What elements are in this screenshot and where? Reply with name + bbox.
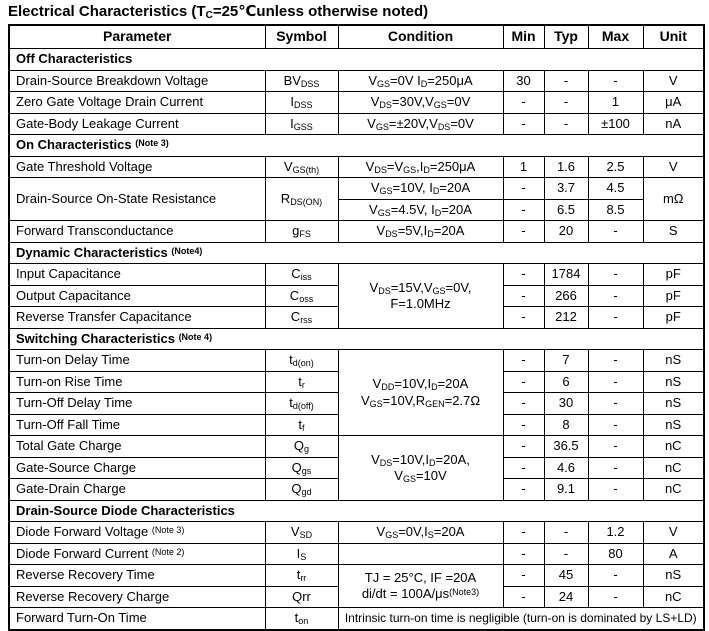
unit-cell: pF [643, 307, 704, 329]
unit-cell: nS [643, 565, 704, 587]
min-cell: - [503, 113, 544, 135]
symbol-cell: $C_{oss}$ [265, 285, 338, 307]
typ-cell: 212 [544, 307, 588, 329]
max-cell: 1 [588, 92, 643, 114]
param-cell: Turn-Off Delay Time [9, 393, 265, 415]
section-cell: Drain-Source Diode Characteristics [9, 500, 704, 522]
row-input-capacitance [9, 264, 704, 286]
section-cell: Dynamic Characteristics $^{(Note4)}$ [9, 242, 704, 264]
unit-cell: A [643, 543, 704, 565]
max-cell: ±100 [588, 113, 643, 135]
typ-cell: 8 [544, 414, 588, 436]
condition-cell [338, 543, 503, 565]
param-cell: Gate-Source Charge [9, 457, 265, 479]
typ-cell: 45 [544, 565, 588, 587]
min-cell: - [503, 350, 544, 372]
row-diode-forward-current [9, 543, 704, 565]
row-turn-on-delay-time [9, 350, 704, 372]
param-cell: Reverse Recovery Time [9, 565, 265, 587]
column-header-condition: Condition [338, 25, 503, 49]
symbol-cell: $V_{SD}$ [265, 522, 338, 544]
max-cell: - [588, 414, 643, 436]
condition-cell: $V_{GS}=4.5V$, $I_D=20A$ [338, 199, 503, 221]
param-cell: Reverse Transfer Capacitance [9, 307, 265, 329]
min-cell: - [503, 436, 544, 458]
condition-cell: $V_{DD}=10V,I_D=20A$ $V_{GS}=10V,R_{GEN}=2.7\Omega$ [338, 350, 503, 436]
row-drain-source-breakdown-voltage [9, 70, 704, 92]
min-cell: - [503, 457, 544, 479]
section-cell: On Characteristics $^{(Note 3)}$ [9, 135, 704, 157]
typ-cell: 7 [544, 350, 588, 372]
unit-cell: nC [643, 436, 704, 458]
typ-cell: 24 [544, 586, 588, 608]
typ-cell: 6.5 [544, 199, 588, 221]
section-switching-characteristics [9, 328, 704, 350]
electrical-characteristics-table [8, 24, 705, 631]
condition-cell: $V_{DS}=15V,V_{GS}=0V$, F=1.0MHz [338, 264, 503, 329]
max-cell: - [588, 436, 643, 458]
condition-cell: $V_{DS}=10V,I_D=20A$, $V_{GS}=10V$ [338, 436, 503, 501]
min-cell: - [503, 522, 544, 544]
symbol-cell: $t_{d(on)}$ [265, 350, 338, 372]
title-text-pre: Electrical Characteristics (T [8, 3, 206, 20]
min-cell: - [503, 565, 544, 587]
symbol-cell: $Q_{gs}$ [265, 457, 338, 479]
max-cell: 80 [588, 543, 643, 565]
max-cell: - [588, 457, 643, 479]
section-off-characteristics [9, 49, 704, 71]
symbol-cell: Qrr [265, 586, 338, 608]
max-cell: - [588, 586, 643, 608]
min-cell: - [503, 479, 544, 501]
typ-cell: 1784 [544, 264, 588, 286]
typ-cell: - [544, 543, 588, 565]
typ-cell: - [544, 522, 588, 544]
unit-cell: V [643, 70, 704, 92]
max-cell: - [588, 264, 643, 286]
param-cell: Diode Forward Current $^{(Note 2)}$ [9, 543, 265, 565]
min-cell: - [503, 199, 544, 221]
param-cell: Forward Turn-On Time [9, 608, 265, 630]
symbol-cell: $I_{DSS}$ [265, 92, 338, 114]
symbol-cell: $g_{FS}$ [265, 221, 338, 243]
table-header [9, 25, 704, 49]
symbol-cell: $t_r$ [265, 371, 338, 393]
symbol-cell: $V_{GS(th)}$ [265, 156, 338, 178]
param-cell: Input Capacitance [9, 264, 265, 286]
typ-cell: - [544, 70, 588, 92]
unit-cell: nS [643, 414, 704, 436]
condition-cell: Intrinsic turn-on time is negligible (turn-on is dominated by LS+LD) [338, 608, 704, 630]
symbol-cell: $t_{rr}$ [265, 565, 338, 587]
min-cell: - [503, 586, 544, 608]
min-cell: - [503, 285, 544, 307]
max-cell: 8.5 [588, 199, 643, 221]
section-drain-source-diode-characteristics [9, 500, 704, 522]
condition-cell: $V_{DS}=30V,V_{GS}=0V$ [338, 92, 503, 114]
row-forward-turn-on-time [9, 608, 704, 630]
min-cell: - [503, 371, 544, 393]
typ-cell: 30 [544, 393, 588, 415]
max-cell: - [588, 70, 643, 92]
condition-cell: $V_{GS}=0V$ $I_D=250\mu A$ [338, 70, 503, 92]
symbol-cell: $I_{GSS}$ [265, 113, 338, 135]
unit-cell: nA [643, 113, 704, 135]
min-cell: - [503, 221, 544, 243]
param-cell: Total Gate Charge [9, 436, 265, 458]
typ-cell: 6 [544, 371, 588, 393]
unit-cell: nS [643, 350, 704, 372]
unit-cell: pF [643, 285, 704, 307]
section-on-characteristics [9, 135, 704, 157]
param-cell: Gate-Body Leakage Current [9, 113, 265, 135]
page-title [8, 2, 709, 21]
condition-cell: $V_{GS}=10V$, $I_D=20A$ [338, 178, 503, 200]
typ-cell: 4.6 [544, 457, 588, 479]
max-cell: - [588, 393, 643, 415]
symbol-cell: $C_{iss}$ [265, 264, 338, 286]
symbol-cell: $Q_{gd}$ [265, 479, 338, 501]
min-cell: - [503, 92, 544, 114]
unit-cell: nS [643, 393, 704, 415]
symbol-cell: $Q_g$ [265, 436, 338, 458]
typ-cell: 1.6 [544, 156, 588, 178]
symbol-cell: $I_S$ [265, 543, 338, 565]
column-header-typ: Typ [544, 25, 588, 49]
param-cell: Gate-Drain Charge [9, 479, 265, 501]
unit-cell: S [643, 221, 704, 243]
row-rds-on-vgs-10v [9, 178, 704, 200]
max-cell: - [588, 350, 643, 372]
param-cell: Turn-Off Fall Time [9, 414, 265, 436]
header-row [9, 25, 704, 49]
param-cell: Reverse Recovery Charge [9, 586, 265, 608]
param-cell: Forward Transconductance [9, 221, 265, 243]
typ-cell: - [544, 113, 588, 135]
unit-cell: pF [643, 264, 704, 286]
typ-cell: - [544, 92, 588, 114]
min-cell: - [503, 264, 544, 286]
row-gate-threshold-voltage [9, 156, 704, 178]
row-reverse-recovery-time [9, 565, 704, 587]
min-cell: 30 [503, 70, 544, 92]
typ-cell: 9.1 [544, 479, 588, 501]
min-cell: 1 [503, 156, 544, 178]
max-cell: 4.5 [588, 178, 643, 200]
max-cell: - [588, 479, 643, 501]
max-cell: 2.5 [588, 156, 643, 178]
row-forward-transconductance [9, 221, 704, 243]
table-body [9, 49, 704, 630]
symbol-cell: $BV_{DSS}$ [265, 70, 338, 92]
section-cell: Off Characteristics [9, 49, 704, 71]
param-cell: Diode Forward Voltage $^{(Note 3)}$ [9, 522, 265, 544]
datasheet-page [0, 2, 709, 631]
symbol-cell: $R_{DS(ON)}$ [265, 178, 338, 221]
min-cell: - [503, 307, 544, 329]
symbol-cell: $t_f$ [265, 414, 338, 436]
unit-cell: nS [643, 371, 704, 393]
row-diode-forward-voltage [9, 522, 704, 544]
row-gate-body-leakage-current [9, 113, 704, 135]
param-cell: Drain-Source On-State Resistance [9, 178, 265, 221]
condition-cell: $V_{GS}=\pm 20V,V_{DS}=0V$ [338, 113, 503, 135]
unit-cell: nC [643, 586, 704, 608]
typ-cell: 266 [544, 285, 588, 307]
symbol-cell: $C_{rss}$ [265, 307, 338, 329]
row-total-gate-charge [9, 436, 704, 458]
condition-cell: $V_{GS}=0V,I_S=20A$ [338, 522, 503, 544]
max-cell: 1.2 [588, 522, 643, 544]
param-cell: Drain-Source Breakdown Voltage [9, 70, 265, 92]
unit-cell: nC [643, 479, 704, 501]
condition-cell: $V_{DS}=5V,I_D=20A$ [338, 221, 503, 243]
param-cell: Turn-on Rise Time [9, 371, 265, 393]
column-header-max: Max [588, 25, 643, 49]
unit-cell: nC [643, 457, 704, 479]
unit-cell: μA [643, 92, 704, 114]
min-cell: - [503, 178, 544, 200]
section-dynamic-characteristics [9, 242, 704, 264]
max-cell: - [588, 565, 643, 587]
typ-cell: 36.5 [544, 436, 588, 458]
max-cell: - [588, 307, 643, 329]
unit-cell: V [643, 156, 704, 178]
condition-cell: $V_{DS}=V_{GS},I_D=250\mu A$ [338, 156, 503, 178]
min-cell: - [503, 543, 544, 565]
column-header-min: Min [503, 25, 544, 49]
param-cell: Zero Gate Voltage Drain Current [9, 92, 265, 114]
min-cell: - [503, 393, 544, 415]
typ-cell: 20 [544, 221, 588, 243]
column-header-parameter: Parameter [9, 25, 265, 49]
symbol-cell: $t_{d(off)}$ [265, 393, 338, 415]
row-zero-gate-voltage-drain-current [9, 92, 704, 114]
title-text-post: =25℃unless otherwise noted) [212, 3, 429, 20]
param-cell: Gate Threshold Voltage [9, 156, 265, 178]
unit-cell: mΩ [643, 178, 704, 221]
typ-cell: 3.7 [544, 178, 588, 200]
condition-cell: TJ = 25°C, IF =20A $di/dt = 100A/\mu s^{(Note3)}$ [338, 565, 503, 608]
column-header-symbol: Symbol [265, 25, 338, 49]
section-cell: Switching Characteristics $^{(Note 4)}$ [9, 328, 704, 350]
param-cell: Output Capacitance [9, 285, 265, 307]
column-header-unit: Unit [643, 25, 704, 49]
max-cell: - [588, 285, 643, 307]
unit-cell: V [643, 522, 704, 544]
min-cell: - [503, 414, 544, 436]
param-cell: Turn-on Delay Time [9, 350, 265, 372]
max-cell: - [588, 221, 643, 243]
symbol-cell: $t_{on}$ [265, 608, 338, 630]
max-cell: - [588, 371, 643, 393]
title-subscript: C [205, 10, 213, 21]
